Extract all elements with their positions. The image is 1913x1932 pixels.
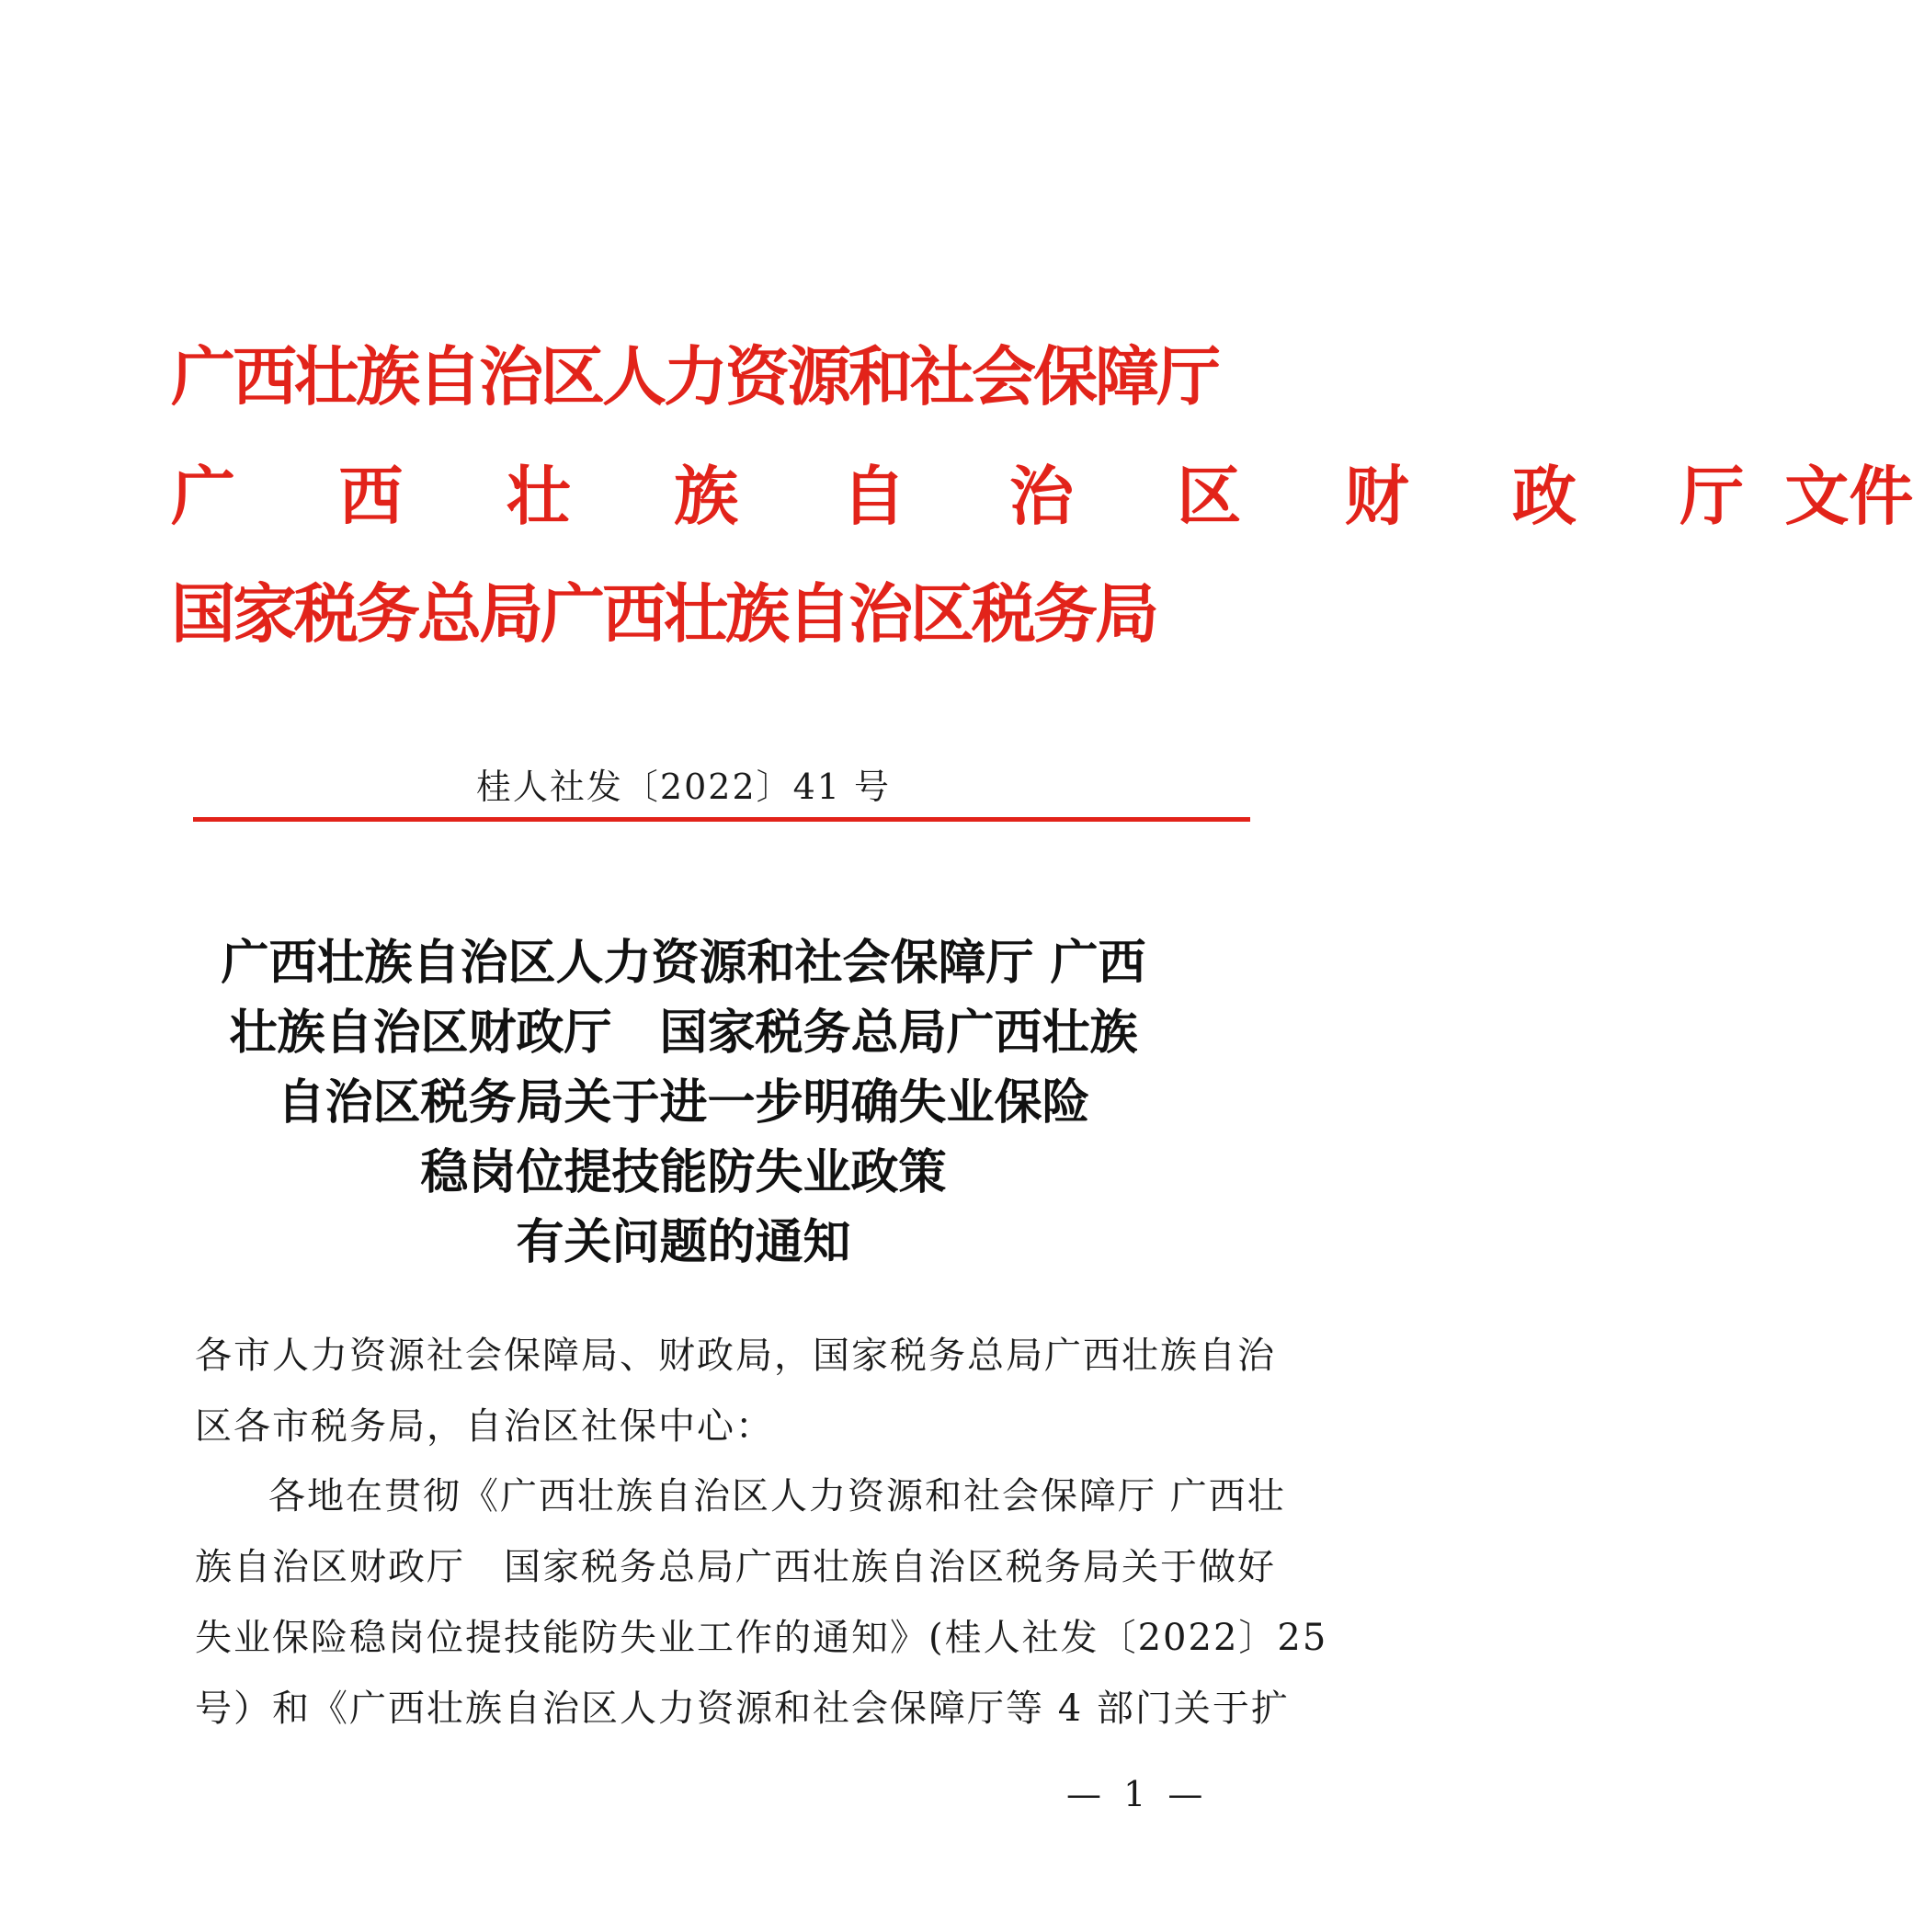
- paragraph-line: 各地在贯彻《广西壮族自治区人力资源和社会保障厅 广西壮: [268, 1475, 1286, 1517]
- body-paragraph: [195, 1461, 1328, 1744]
- title-line: 有关问题的通知: [516, 1214, 851, 1270]
- document-title: [184, 928, 1183, 1278]
- paragraph-line: 失业保险稳岗位提技能防失业工作的通知》(桂人社发〔2022〕25: [195, 1617, 1328, 1659]
- issuer-finance-department-name: 广 西 壮 族 自 治 区 财 政 厅: [171, 458, 1785, 534]
- title-line: 稳岗位提技能防失业政策: [420, 1144, 947, 1200]
- title-line: 自治区税务局关于进一步明确失业保险: [277, 1074, 1090, 1131]
- paragraph-line: 族自治区财政厅 国家税务总局广西壮族自治区税务局关于做好: [195, 1546, 1276, 1588]
- title-line: 广西壮族自治区人力资源和社会保障厅 广西: [221, 935, 1146, 991]
- document-number: 桂人社发〔2022〕41 号: [475, 767, 892, 807]
- addressee-line: 各市人力资源社会保障局、财政局，国家税务总局广西壮族自治: [195, 1335, 1276, 1377]
- issuer-hr-department: 广西壮族自治区人力资源和社会保障厅: [171, 338, 1218, 415]
- addressee-block: [195, 1321, 1276, 1462]
- issuer-tax-bureau: 国家税务总局广西壮族自治区税务局: [171, 575, 1156, 652]
- red-separator-line: [193, 817, 1250, 822]
- paragraph-line: 号）和《广西壮族自治区人力资源和社会保障厅等 4 部门关于扩: [195, 1688, 1290, 1730]
- title-line: 壮族自治区财政厅 国家税务总局广西壮族: [229, 1005, 1138, 1061]
- issuer-document-suffix: 文件: [1784, 458, 1913, 534]
- page-number: — 1 —: [1066, 1774, 1209, 1814]
- addressee-line: 区各市税务局，自治区社保中心：: [195, 1405, 774, 1448]
- issuer-finance-department: [171, 455, 1913, 538]
